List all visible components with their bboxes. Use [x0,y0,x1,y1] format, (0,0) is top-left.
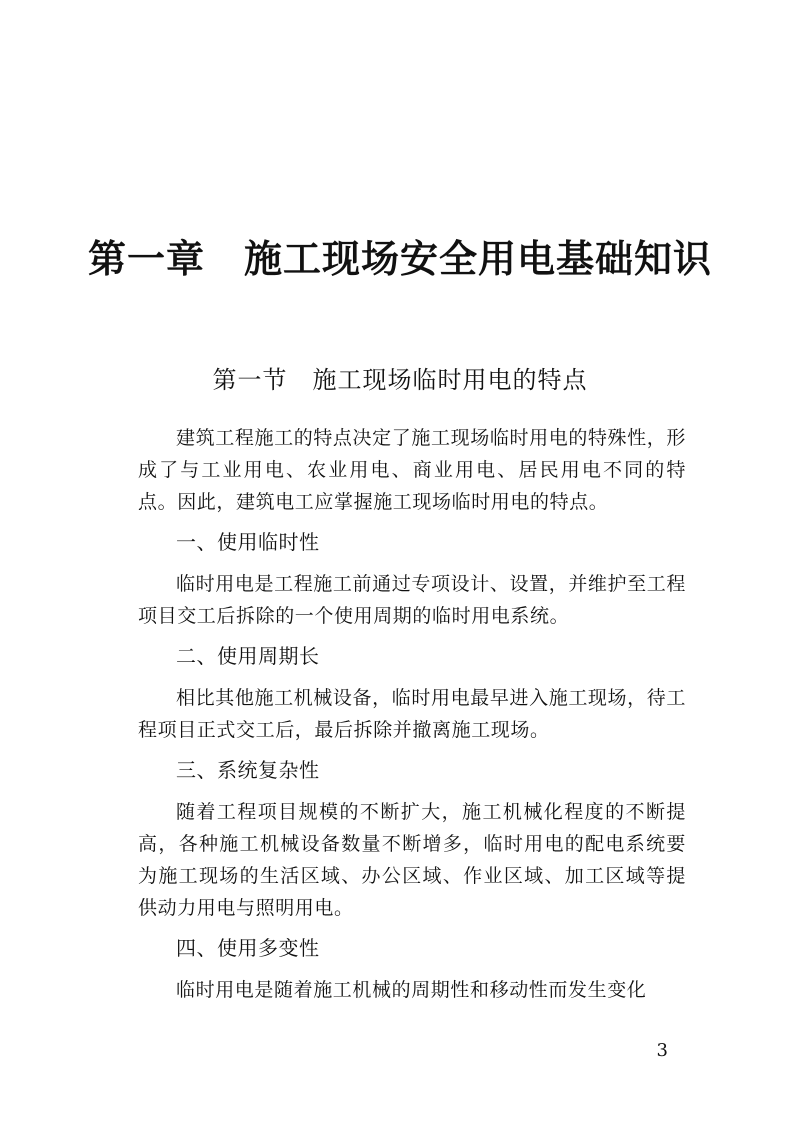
page-number: 3 [656,1040,668,1061]
subsection-paragraph: 临时用电是工程施工前通过专项设计、设置，并维护至工程项目交工后拆除的一个使用周期的临时用电系统。 [138,573,686,627]
intro-paragraph: 建筑工程施工的特点决定了施工现场临时用电的特殊性，形成了与工业用电、农业用电、商业用电、居民用电不同的特点。因此，建筑电工应掌握施工现场临时用电的特点。 [138,427,686,513]
subsection-heading: 一、使用临时性 [176,530,320,554]
body-content [138,422,686,1006]
subsection-paragraph: 相比其他施工机械设备，临时用电最早进入施工现场，待工程项目正式交工后，最后拆除并撤离施工现场。 [138,687,686,741]
subsection-paragraph: 随着工程项目规模的不断扩大，施工机械化程度的不断提高，各种施工机械设备数量不断增多，临时用电的配电系统要为施工现场的生活区域、办公区域、作业区域、加工区域等提供动力用电与照明用电。 [138,801,686,919]
subsection-paragraph: 临时用电是随着施工机械的周期性和移动性而发生变化 [176,979,647,1001]
section-title: 第一节 施工现场临时用电的特点 [212,366,588,394]
subsection-heading: 四、使用多变性 [176,936,320,960]
subsection-heading: 三、系统复杂性 [176,758,320,782]
chapter-title: 第一章 施工现场安全用电基础知识 [87,237,712,281]
subsection-heading: 二、使用周期长 [176,644,320,668]
